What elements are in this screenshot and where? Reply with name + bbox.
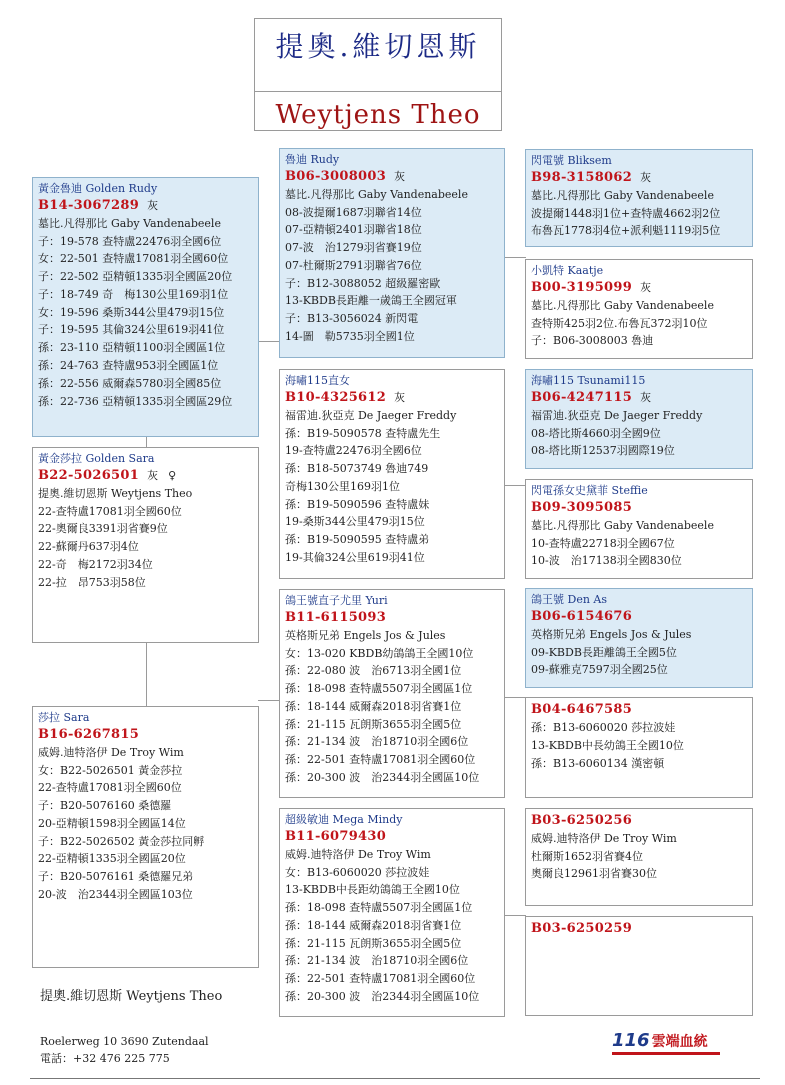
logo-number: 116 (612, 1030, 650, 1051)
result-line: 孫：21-134 波 治18710羽全國6位 (285, 735, 469, 749)
ring-number: B09-3095085 (531, 500, 633, 515)
pigeon-color: 灰 (640, 171, 652, 184)
logo-underline (612, 1052, 720, 1055)
result-line: 10-波 治17138羽全國830位 (531, 554, 682, 568)
result-line: 孫：18-098 查特盧5507羽全國區1位 (285, 901, 473, 915)
pigeon-name: 小凱特 Kaatje (531, 264, 604, 277)
breeder-name: 墓比.凡得那比 Gaby Vandenabeele (531, 189, 714, 202)
breeder-name: 墓比.凡得那比 Gaby Vandenabeele (285, 188, 468, 201)
pigeon-name: 鴿王號直子尤里 Yuri (285, 594, 388, 607)
ring-number: B11-6079430 (285, 829, 387, 844)
pigeon-card-dam-sire-dam (279, 808, 505, 1017)
result-line: 女：B22-5026501 黃金莎拉 (38, 763, 183, 777)
result-line: 子：B22-5026502 黃金莎拉同孵 (38, 834, 205, 848)
result-line: 孫：21-134 波 治18710羽全國6位 (285, 954, 469, 968)
result-line: 子：22-502 亞精頓1335羽全國區20位 (38, 270, 233, 284)
ring-number: B06-6154676 (531, 609, 633, 624)
pigeon-color: 灰 (640, 391, 652, 404)
result-line: 孫：24-763 查特盧953羽全國區1位 (38, 359, 219, 373)
ring-number: B10-4325612 (285, 390, 387, 405)
footer-contact (40, 1033, 209, 1067)
pigeon-color: 灰 (147, 199, 159, 212)
connector-line (504, 257, 526, 258)
result-line: 女：13-020 KBDB幼鴿鴿王全國10位 (285, 646, 474, 660)
pigeon-card-great-grandparent (525, 259, 753, 359)
title-box (254, 18, 502, 131)
title-divider (255, 91, 501, 92)
result-line: 子：B13-3056024 新閃電 (285, 312, 419, 326)
result-line: 07-亞精頓2401羽聯省18位 (285, 223, 422, 237)
result-line: 奇梅130公里169羽1位 (285, 479, 400, 493)
pigeon-name: 黃金魯迪 Golden Rudy (38, 182, 158, 195)
result-line: 波提爾1448羽1位+查特盧4662羽2位 (531, 206, 721, 220)
result-line: 奧爾良12961羽省賽30位 (531, 867, 657, 881)
pigeon-card-subject (32, 177, 259, 437)
pigeon-name: 鴿王號 Den As (531, 593, 607, 606)
connector-line (504, 697, 526, 698)
pigeon-card-sire (279, 148, 505, 358)
result-line: 子：19-578 查特盧22476羽全國6位 (38, 234, 222, 248)
result-line: 孫：B19-5090578 查特盧先生 (285, 426, 441, 440)
result-line: 子：19-595 其倫324公里619羽41位 (38, 323, 225, 337)
result-line: 子：B20-5076160 桑德羅 (38, 799, 172, 813)
breeder-name: 墓比.凡得那比 Gaby Vandenabeele (531, 299, 714, 312)
ring-number: B06-3008003 (285, 169, 387, 184)
connector-line (258, 700, 280, 701)
result-line: 孫：B19-5090595 查特盧弟 (285, 533, 430, 547)
breeder-name: 威姆.迪特洛伊 De Troy Wim (531, 832, 677, 845)
result-line: 07-杜爾斯2791羽聯省76位 (285, 258, 422, 272)
result-line: 13-KBDB長距離一歲鴿王全國冠軍 (285, 294, 457, 308)
ring-number: B16-6267815 (38, 727, 140, 742)
page-title-chinese: 提奧.維切恩斯 (275, 30, 481, 63)
result-line: 孫：18-144 威爾森2018羽省賽1位 (285, 918, 462, 932)
ring-number: B11-6115093 (285, 610, 387, 625)
result-line: 孫：B19-5090596 查特盧妹 (285, 497, 430, 511)
ring-number: B03-6250256 (531, 813, 633, 828)
pigeon-name: 黃金莎拉 Golden Sara (38, 452, 155, 465)
pigeon-color: 灰 (394, 170, 406, 183)
logo-text: 雲端血統 (651, 1034, 708, 1050)
pigeon-color: 灰 (640, 281, 652, 294)
breeder-name: 墓比.凡得那比 Gaby Vandenabeele (38, 217, 221, 230)
connector-line (504, 485, 526, 486)
ring-number: B04-6467585 (531, 702, 633, 717)
connector-line (504, 915, 526, 916)
breeder-name: 威姆.迪特洛伊 De Troy Wim (38, 746, 184, 759)
page-title-english: Weytjens Theo (275, 100, 481, 130)
result-line: 22-拉 昂753羽58位 (38, 575, 146, 589)
result-line: 子：B12-3088052 超級羅密歐 (285, 276, 441, 290)
result-line: 20-波 治2344羽全國區103位 (38, 888, 193, 902)
connector-line (258, 341, 280, 342)
result-line: 孫：22-080 波 治6713羽全國1位 (285, 664, 462, 678)
result-line: 孫：23-110 亞精頓1100羽全國區1位 (38, 341, 226, 355)
result-line: 09-蘇雅克7597羽全國25位 (531, 663, 668, 677)
result-line: 杜爾斯1652羽省賽4位 (531, 849, 643, 863)
result-line: 22-奇 梅2172羽34位 (38, 557, 153, 571)
bottom-divider (30, 1078, 760, 1079)
result-line: 08-波提爾1687羽聯省14位 (285, 205, 422, 219)
result-line: 22-查特盧17081羽全國60位 (38, 504, 182, 518)
breeder-name: 福雷迪.狄亞克 De Jaeger Freddy (531, 409, 703, 422)
result-line: 女：19-596 桑斯344公里479羽15位 (38, 305, 225, 319)
pigeon-card-sire-dam (279, 369, 505, 579)
pigeon-card-great-grandparent (525, 697, 753, 798)
result-line: 14-圖 勒5735羽全國1位 (285, 330, 415, 344)
result-line: 孫：18-144 威爾森2018羽省賽1位 (285, 699, 462, 713)
pigeon-card-dam-sire (32, 706, 259, 968)
result-line: 08-塔比斯12537羽國際19位 (531, 444, 675, 458)
result-line: 查特斯425羽2位.布魯瓦372羽10位 (531, 316, 708, 330)
result-line: 孫：22-736 亞精頓1335羽全國區29位 (38, 394, 233, 408)
result-line: 子：B06-3008003 魯迪 (531, 334, 654, 348)
breeder-name: 提奧.維切恩斯 Weytjens Theo (38, 487, 193, 500)
result-line: 19-桑斯344公里479羽15位 (285, 515, 425, 529)
pigeon-card-great-grandparent (525, 149, 753, 247)
footer-phone: 電話：+32 476 225 775 (40, 1052, 170, 1065)
result-line: 09-KBDB長距離鴿王全國5位 (531, 645, 677, 659)
result-line: 孫：B13-6060134 漢密頓 (531, 756, 665, 770)
result-line: 孫：22-556 威爾森5780羽全國85位 (38, 376, 222, 390)
pigeon-name: 莎拉 Sara (38, 711, 90, 724)
pigeon-card-great-grandparent (525, 479, 753, 579)
pigeon-card-dam (32, 447, 259, 643)
result-line: 孫：22-501 查特盧17081羽全國60位 (285, 753, 476, 767)
result-line: 08-塔比斯4660羽全國9位 (531, 426, 661, 440)
pigeon-name: 魯迪 Rudy (285, 153, 340, 166)
result-line: 孫：22-501 查特盧17081羽全國60位 (285, 972, 476, 986)
result-line: 孫：20-300 波 治2344羽全國區10位 (285, 990, 480, 1004)
result-line: 女：22-501 查特盧17081羽全國60位 (38, 252, 229, 266)
result-line: 19-其倫324公里619羽41位 (285, 551, 425, 565)
result-line: 孫：18-098 查特盧5507羽全國區1位 (285, 682, 473, 696)
pigeon-card-dam-sire-sire (279, 589, 505, 798)
pigeon-name: 閃電號 Bliksem (531, 154, 612, 167)
logo (612, 1030, 708, 1051)
result-line: 22-查特盧17081羽全國60位 (38, 781, 182, 795)
pigeon-name: 海嘯115直女 (285, 374, 350, 387)
result-line: 孫：B13-6060020 莎拉波娃 (531, 721, 676, 734)
result-line: 孫：21-115 瓦朗斯3655羽全國5位 (285, 936, 462, 950)
pigeon-name: 超級敏迪 Mega Mindy (285, 813, 403, 826)
breeder-name: 威姆.迪特洛伊 De Troy Wim (285, 848, 431, 861)
result-line: 07-波 治1279羽省賽19位 (285, 241, 422, 255)
result-line: 子：B20-5076161 桑德羅兄弟 (38, 870, 194, 884)
breeder-name: 英格斯兄弟 Engels Jos & Jules (531, 628, 692, 641)
breeder-name: 英格斯兄弟 Engels Jos & Jules (285, 629, 446, 642)
result-line: 10-查特盧22718羽全國67位 (531, 536, 675, 550)
ring-number: B22-5026501 (38, 468, 140, 483)
pigeon-card-great-grandparent (525, 369, 753, 469)
ring-number: B98-3158062 (531, 170, 633, 185)
pigeon-card-great-grandparent (525, 808, 753, 906)
ring-number: B03-6250259 (531, 921, 633, 936)
ring-number: B06-4247115 (531, 390, 633, 405)
ring-number: B00-3195099 (531, 280, 633, 295)
breeder-name: 墓比.凡得那比 Gaby Vandenabeele (531, 519, 714, 532)
pigeon-name: 海嘯115 Tsunami115 (531, 374, 646, 387)
result-line: 13-KBDB中長幼鴿王全國10位 (531, 738, 684, 752)
pigeon-color: 灰 (394, 391, 406, 404)
connector-line (146, 642, 147, 707)
pigeon-card-great-grandparent (525, 588, 753, 688)
result-line: 子：18-749 奇 梅130公里169羽1位 (38, 287, 229, 301)
footer-address: Roelerweg 10 3690 Zutendaal (40, 1035, 209, 1048)
result-line: 19-查特盧22476羽全國6位 (285, 444, 422, 458)
result-line: 13-KBDB中長距幼鴿鴿王全國10位 (285, 883, 460, 897)
result-line: 孫：B18-5073749 魯迪749 (285, 462, 429, 476)
result-line: 20-亞精頓1598羽全國區14位 (38, 816, 186, 830)
result-line: 22-奧爾良3391羽省賽9位 (38, 522, 168, 536)
breeder-name: 福雷迪.狄亞克 De Jaeger Freddy (285, 409, 457, 422)
result-line: 孫：20-300 波 治2344羽全國區10位 (285, 771, 480, 785)
result-line: 孫：21-115 瓦朗斯3655羽全國5位 (285, 717, 462, 731)
pigeon-card-great-grandparent (525, 916, 753, 1016)
result-line: 22-亞精頓1335羽全國區20位 (38, 852, 186, 866)
ring-number: B14-3067289 (38, 198, 140, 213)
result-line: 22-蘇爾丹637羽4位 (38, 540, 139, 554)
pigeon-color: 灰 (147, 469, 159, 482)
pigeon-name: 閃電孫女史黛菲 Steffie (531, 484, 648, 497)
female-icon: ♀ (168, 469, 177, 482)
result-line: 女：B13-6060020 莎拉波娃 (285, 865, 430, 879)
footer-owner: 提奧.維切恩斯 Weytjens Theo (40, 989, 223, 1004)
result-line: 布魯瓦1778羽4位+派利魁1119羽5位 (531, 224, 721, 238)
